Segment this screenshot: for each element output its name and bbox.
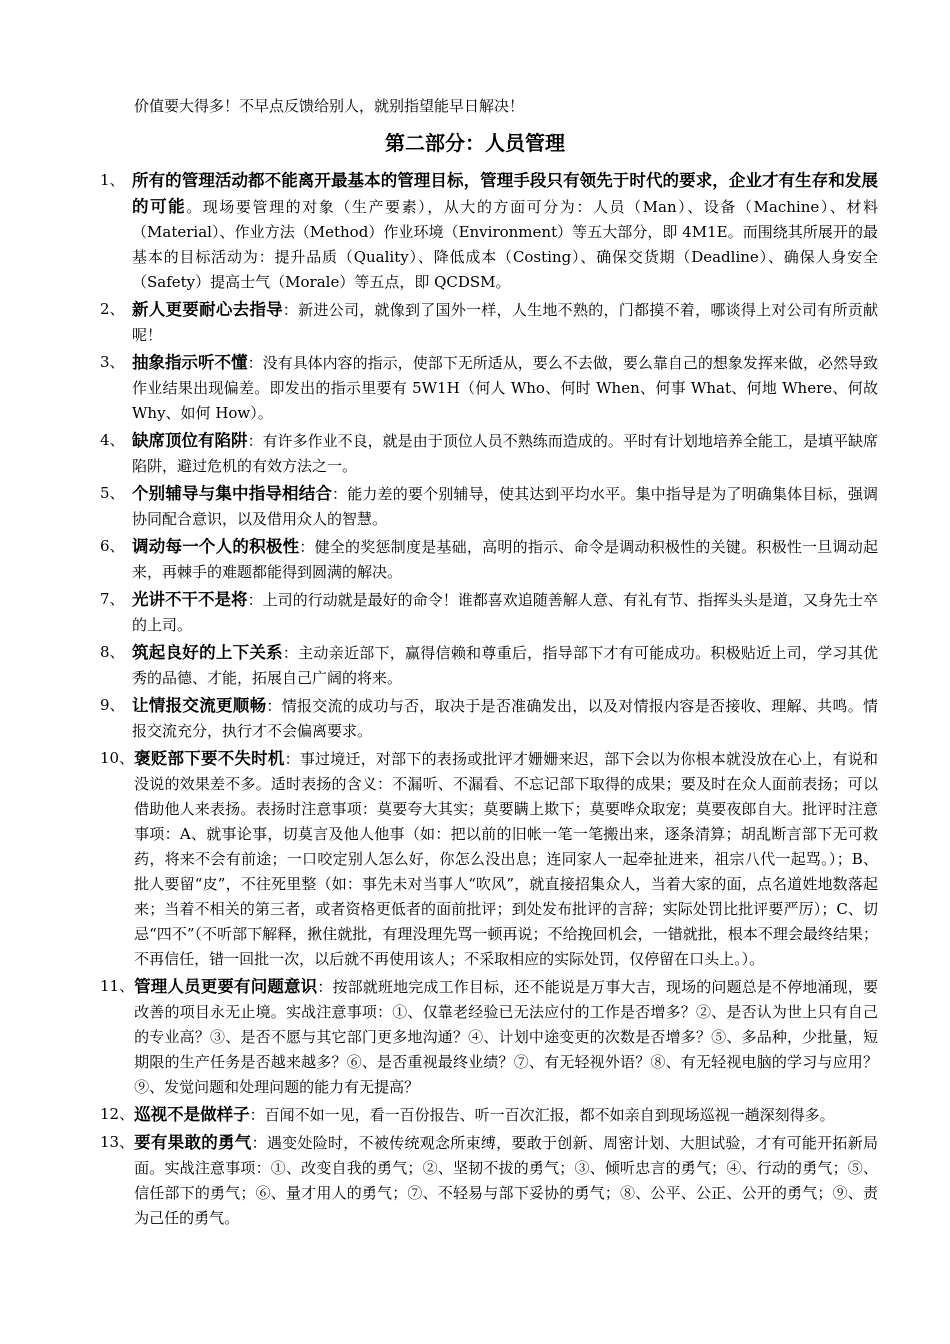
list-item xyxy=(100,350,878,426)
list-item xyxy=(100,693,878,744)
item-body xyxy=(132,428,878,479)
item-number: 4、 xyxy=(100,431,125,449)
item-number: 6、 xyxy=(100,537,125,555)
item-number: 2、 xyxy=(100,300,125,318)
list-item xyxy=(100,428,878,479)
item-heading: 所有的管理活动都不能离开最基本的管理目标，管理手段只有领先于时代的要求，企业才有生存和发展的可能 xyxy=(132,171,878,216)
item-heading: 褒贬部下要不失时机 xyxy=(134,749,285,768)
item-heading: 光讲不干不是将 xyxy=(132,590,248,609)
item-body xyxy=(134,746,878,972)
list-item xyxy=(100,297,878,348)
item-text: ：没有具体内容的指示，使部下无所适从，要么不去做，要么靠自己的想象发挥来做，必然导致作业结果出现偏差。即发出的指示里要有 5W1H（何人 Who、何时 When、何事 What、何地 Where、何故 Why、如何 How）。 xyxy=(132,354,878,422)
item-number: 1、 xyxy=(100,171,125,189)
item-text: ：新进公司，就像到了国外一样，人生地不熟的，门都摸不着，哪谈得上对公司有所贡献呢！ xyxy=(132,301,878,344)
list-item xyxy=(100,534,878,585)
list-item xyxy=(100,168,878,295)
item-heading: 要有果敢的勇气 xyxy=(134,1133,252,1152)
item-heading: 新人更要耐心去指导 xyxy=(132,300,283,319)
item-body xyxy=(132,640,878,691)
item-heading: 巡视不是做样子 xyxy=(134,1105,250,1124)
list-item xyxy=(100,640,878,691)
item-heading: 筑起良好的上下关系 xyxy=(132,643,283,662)
item-number: 8、 xyxy=(100,643,125,661)
item-body xyxy=(132,481,878,532)
item-number: 10、 xyxy=(100,749,135,767)
item-heading: 管理人员更要有问题意识 xyxy=(134,977,318,996)
section-title: 第二部分：人员管理 xyxy=(385,131,565,155)
item-number: 7、 xyxy=(100,590,125,608)
item-body xyxy=(134,974,878,1100)
item-body xyxy=(132,693,878,744)
list-item xyxy=(100,1102,878,1128)
item-body xyxy=(132,350,878,426)
item-text: 。现场要管理的对象（生产要素），从大的方面可分为：人员（Man）、设备（Machine）、材料（Material）、作业方法（Method）作业环境（Environment）等五大部分，即 4M1E。而围绕其所展开的最基本的目标活动为：提升品质（Quality）、降低成本（Costing）、确保交货期（Deadline）、确保人身安全（Safety）提高士气（Morale）等五点，即 QCDSM。 xyxy=(132,198,879,291)
item-text: ：情报交流的成功与否，取决于是否准确发出，以及对情报内容是否接收、理解、共鸣。情报交流充分，执行才不会偏离要求。 xyxy=(132,697,878,740)
item-body xyxy=(132,534,878,585)
item-body xyxy=(132,168,878,295)
item-number: 9、 xyxy=(100,696,125,714)
list-item xyxy=(100,1130,878,1231)
item-heading: 缺席顶位有陷阱 xyxy=(132,431,248,450)
management-list xyxy=(100,168,878,1233)
item-text: ：按部就班地完成工作目标，还不能说是万事大吉，现场的问题总是不停地涌现，要改善的项目永无止境。实战注意事项：①、仅靠老经验已无法应付的工作是否增多？②、是否认为世上只有自己的专业高？③、是否不愿与其它部门更多地沟通？④、计划中途变更的次数是否增多？⑤、多品种，少批量，短期限的生产任务是否越来越多？⑥、是否重视最终业绩？⑦、有无轻视外语？⑧、有无轻视电脑的学习与应用？⑨、发觉问题和处理问题的能力有无提高？ xyxy=(134,978,878,1096)
list-item xyxy=(100,481,878,532)
intro-line: 价值要大得多！不早点反馈给别人，就别指望能早日解决！ xyxy=(134,97,525,115)
item-text: ：主动亲近部下，赢得信赖和尊重后，指导部下才有可能成功。积极贴近上司，学习其优秀的品德、才能，拓展自己广阔的将来。 xyxy=(132,644,878,687)
list-item xyxy=(100,587,878,638)
item-heading: 调动每一个人的积极性 xyxy=(132,537,300,556)
list-item xyxy=(100,974,878,1100)
item-heading: 抽象指示听不懂 xyxy=(132,353,248,372)
item-body xyxy=(134,1102,878,1128)
item-text: ：健全的奖惩制度是基础，高明的指示、命令是调动积极性的关键。积极性一旦调动起来，再棘手的难题都能得到圆满的解决。 xyxy=(132,538,878,581)
item-number: 5、 xyxy=(100,484,125,502)
item-heading: 个别辅导与集中指导相结合 xyxy=(132,484,333,503)
item-body xyxy=(132,297,878,348)
item-text: ：上司的行动就是最好的命令！谁都喜欢追随善解人意、有礼有节、指挥头头是道，又身先士卒的上司。 xyxy=(132,591,878,634)
item-text: ：有许多作业不良，就是由于顶位人员不熟练而造成的。平时有计划地培养全能工，是填平缺席陷阱，避过危机的有效方法之一。 xyxy=(132,432,878,475)
item-number: 12、 xyxy=(100,1105,135,1123)
item-number: 13、 xyxy=(100,1133,135,1151)
item-text: ：遇变处险时，不被传统观念所束缚，要敢于创新、周密计划、大胆试验，才有可能开拓新局面。实战注意事项：①、改变自我的勇气；②、坚韧不拔的勇气；③、倾听忠言的勇气；④、行动的勇气；⑤、信任部下的勇气；⑥、量才用人的勇气；⑦、不轻易与部下妥协的勇气；⑧、公平、公正、公开的勇气；⑨、责为己任的勇气。 xyxy=(134,1134,878,1227)
item-number: 11、 xyxy=(100,977,135,995)
item-number: 3、 xyxy=(100,353,125,371)
item-body xyxy=(134,1130,878,1231)
item-text: ：能力差的要个别辅导，使其达到平均水平。集中指导是为了明确集体目标，强调协同配合意识，以及借用众人的智慧。 xyxy=(132,485,878,528)
item-text: ：事过境迁，对部下的表扬或批评才姗姗来迟，部下会以为你根本就没放在心上，有说和没说的效果差不多。适时表扬的含义：不漏听、不漏看、不忘记部下取得的成果；要及时在众人面前表扬；可以借助他人来表扬。表扬时注意事项：莫要夸大其实；莫要瞒上欺下；莫要哗众取宠；莫要夜郎自大。批评时注意事项：A、就事论事，切莫言及他人他事（如：把以前的旧帐一笔一笔搬出来，逐条清算；胡乱断言部下无可救药，将来不会有前途；一口咬定别人怎么好，你怎么没出息；连同家人一起牵扯进来，祖宗八代一起骂。）；B、批人要留“皮”，不往死里整（如：事先未对当事人“吹风”，就直接招集众人，当着大家的面，点名道姓地数落起来；当着不相关的第三者，或者资格更低者的面前批评；到处发布批评的言辞；实际处罚比批评要严厉）；C、切忌“四不”（不听部下解释，揪住就批，有理没理先骂一顿再说；不给挽回机会，一错就批，根本不理会最终结果；不再信任，错一回批一次，以后就不再使用该人；不采取相应的实际处罚，仅停留在口头上。）。 xyxy=(134,750,878,968)
item-text: ：百闻不如一见，看一百份报告、听一百次汇报，都不如亲自到现场巡视一趟深刻得多。 xyxy=(249,1106,835,1124)
list-item xyxy=(100,746,878,972)
item-body xyxy=(132,587,878,638)
item-heading: 让情报交流更顺畅 xyxy=(132,696,267,715)
